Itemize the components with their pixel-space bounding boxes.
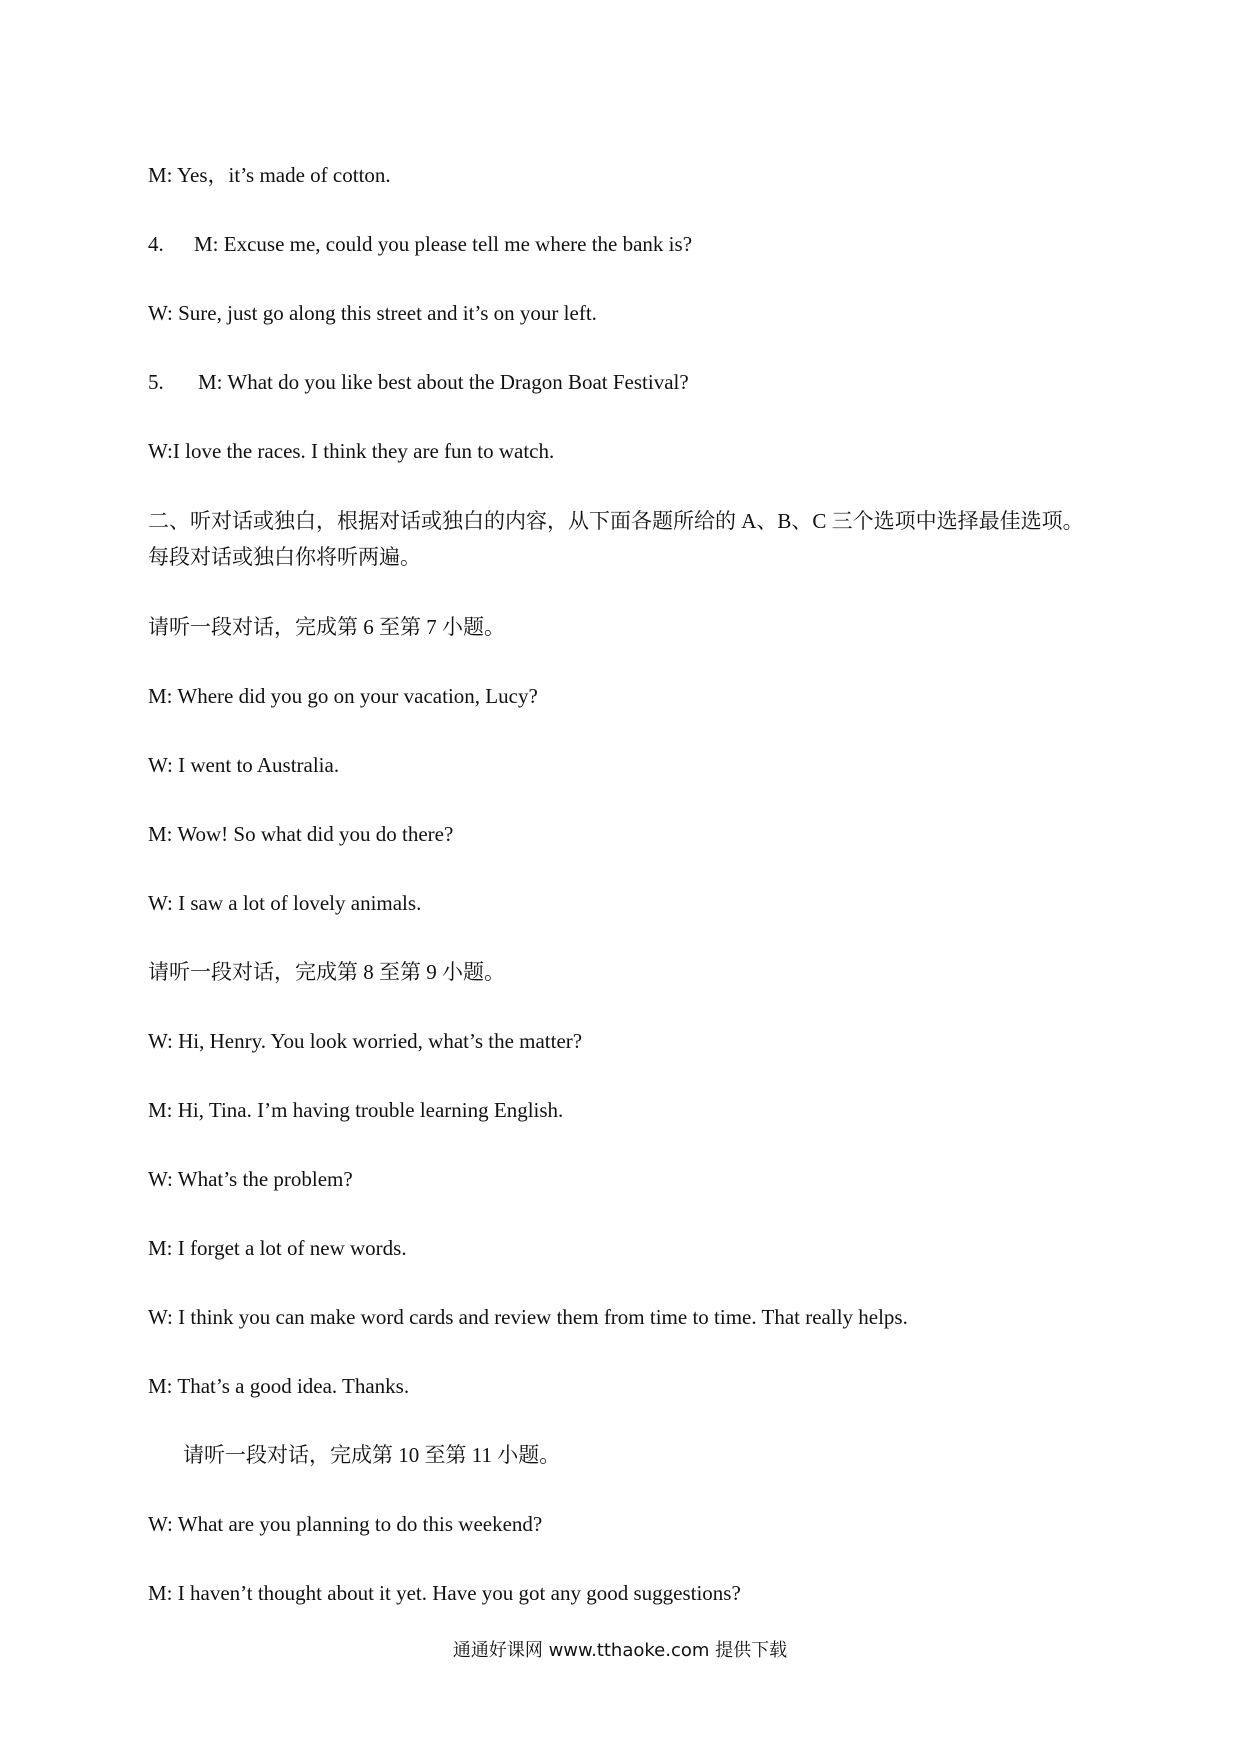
dialogue-line: W: What are you planning to do this weekend? xyxy=(148,1512,543,1536)
section-heading: 二、听对话或独白，根据对话或独白的内容，从下面各题所给的 A、B、C 三个选项中选择最佳选项。每段对话或独白你将听两遍。 xyxy=(148,509,1084,569)
dialogue-line: W:I love the races. I think they are fun to watch. xyxy=(148,439,555,463)
question-number: 4. xyxy=(148,232,164,256)
dialogue-line: M: I forget a lot of new words. xyxy=(148,1236,407,1260)
question-4 xyxy=(148,231,692,257)
footer-source: 通通好课网 www.tthaoke.com 提供下载 xyxy=(452,1640,788,1661)
dialogue-line: M: Wow! So what did you do there? xyxy=(148,822,454,846)
dialogue-line: M: That’s a good idea. Thanks. xyxy=(148,1374,410,1398)
dialogue-line: M: Hi, Tina. I’m having trouble learning English. xyxy=(148,1098,564,1122)
instruction-line: 请听一段对话，完成第 8 至第 9 小题。 xyxy=(148,960,505,984)
dialogue-line: M: Where did you go on your vacation, Lucy? xyxy=(148,684,538,708)
dialogue-line: M: Yes，it’s made of cotton. xyxy=(148,163,391,187)
instruction-line: 请听一段对话，完成第 6 至第 7 小题。 xyxy=(148,615,505,639)
dialogue-line: W: Hi, Henry. You look worried, what’s the matter? xyxy=(148,1029,583,1053)
dialogue-line: W: I saw a lot of lovely animals. xyxy=(148,891,422,915)
dialogue-line: M: What do you like best about the Dragon Boat Festival? xyxy=(198,370,689,394)
question-number: 5. xyxy=(148,370,164,394)
instruction-line: 请听一段对话，完成第 10 至第 11 小题。 xyxy=(183,1443,561,1467)
dialogue-line: W: I went to Australia. xyxy=(148,753,340,777)
dialogue-line: M: Excuse me, could you please tell me where the bank is? xyxy=(194,232,693,256)
dialogue-line: W: What’s the problem? xyxy=(148,1167,353,1191)
dialogue-line: M: I haven’t thought about it yet. Have you got any good suggestions? xyxy=(148,1581,741,1605)
dialogue-line: W: Sure, just go along this street and it’s on your left. xyxy=(148,301,597,325)
question-5 xyxy=(148,369,689,395)
dialogue-line: W: I think you can make word cards and review them from time to time. That really helps. xyxy=(148,1305,908,1329)
